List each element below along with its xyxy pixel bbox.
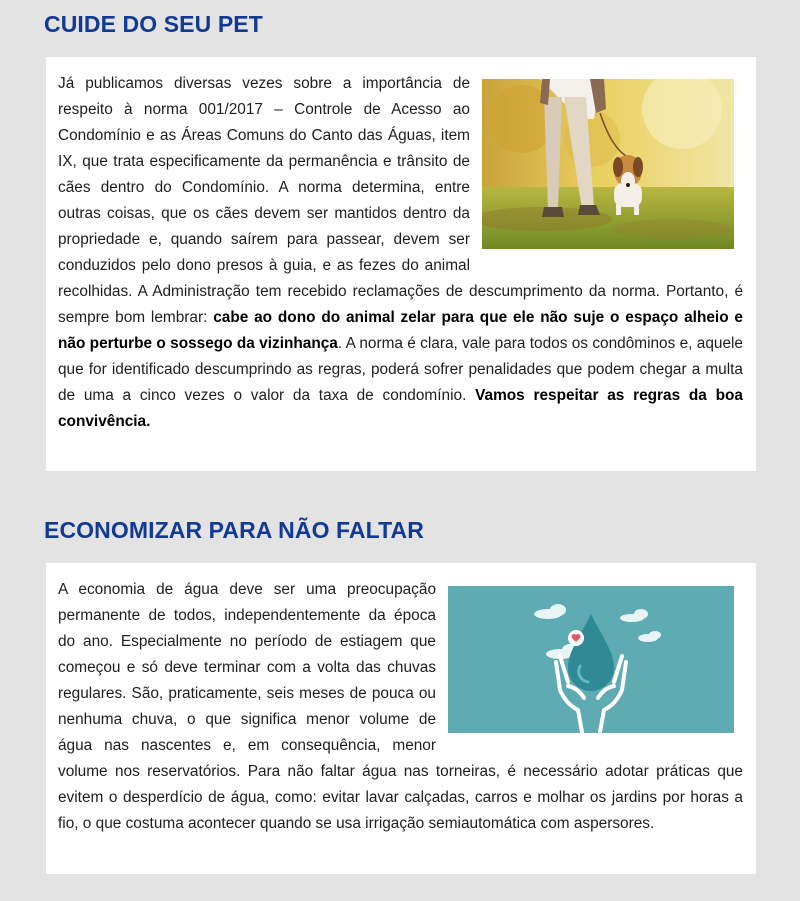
article-text-pet-care: Já publicamos diversas vezes sobre a importância de respeito à norma 001/2017 – Controle de Acesso ao Condomínio e as Áreas Comuns do Canto das Águas, item IX, que trata especificamente da permanência e trânsito de cães dentro do Condomínio. A norma determina, entre outras coisas, que os cães devem ser mantidos dentro da propriedade e, quando saírem para passear, devem ser conduzidos pelo dono presos à guia, e as fezes do animal recolhidas. A Administração tem recebido reclamações de descumprimento da norma. Portanto, é sempre bom lembrar: cabe ao dono do animal zelar para que ele não suje o espaço alheio e não perturbe o sossego da vizinhança. A norma é clara, vale para todos os condôminos e, aquele que for identificado descumprindo as regras, poderá sofrer penalidades que podem chegar a multa de uma a cinco vezes o valor da taxa de condomínio. Vamos respeitar as regras da boa convivência. [58, 75, 743, 430]
section-title-pet-care: CUIDE DO SEU PET [44, 11, 263, 37]
section-title-water-saving: ECONOMIZAR PARA NÃO FALTAR [44, 517, 424, 543]
article-card-water-saving [46, 563, 756, 874]
woman-walking-dog-photo [482, 79, 734, 249]
article-card-pet-care [46, 57, 756, 471]
article-text-water-saving: A economia de água deve ser uma preocupação permanente de todos, independentemente da época do ano. Especialmente no período de estiagem que começou e só deve terminar com a volta das chuvas regulares. São, praticamente, seis meses de pouca ou nenhuma chuva, o que significa menor volume de água nas nascentes e, em consequência, menor volume nos reservatórios. Para não faltar água nas torneiras, é necessário adotar práticas que evitem o desperdício de água, como: evitar lavar calçadas, carros e molhar os jardins por horas a fio, o que costuma acontecer quando se usa irrigação semiautomática com aspersores. [58, 581, 743, 832]
hands-holding-water-drop-illustration [448, 586, 734, 733]
